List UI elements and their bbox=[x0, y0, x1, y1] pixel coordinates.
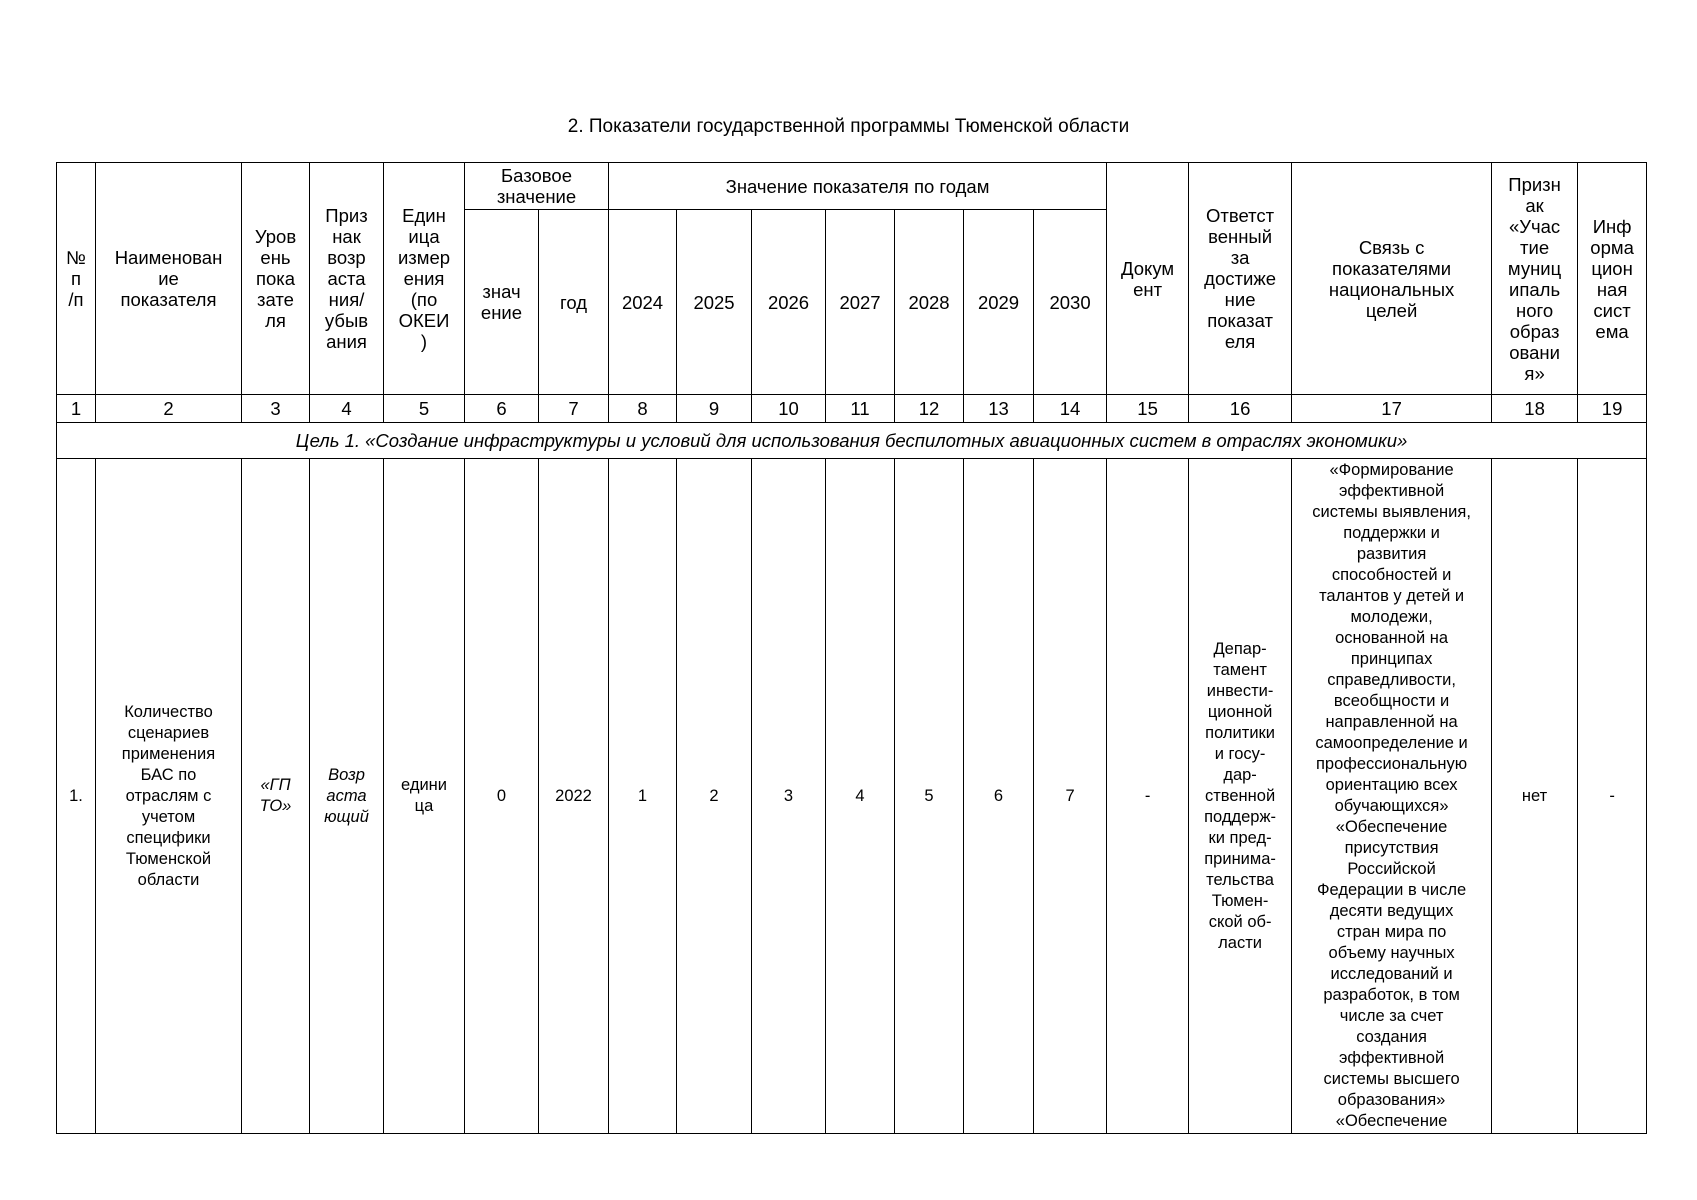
table-row bbox=[57, 459, 1647, 1134]
header-num: № п /п bbox=[57, 163, 96, 395]
header-muni: Призн ак «Учас тие муниц ипаль ного образ овани я» bbox=[1492, 163, 1578, 395]
column-number: 14 bbox=[1034, 395, 1107, 423]
row-national-goals-link: «Формирование эффективной системы выявления, поддержки и развития способностей и талантов у детей и молодежи, основанной на принципах справедливости, всеобщности и направленной на самоопределение и профессиональную ориентацию всех обучающихся» «Обеспечение присутствия Российской Федерации в числе десяти ведущих стран мира по объему научных исследований и разработок, в том числе за счет создания эффективной системы высшего образования» «Обеспечение bbox=[1292, 459, 1492, 1134]
column-number: 3 bbox=[242, 395, 310, 423]
header-years-title: Значение показателя по годам bbox=[609, 163, 1107, 210]
header-doc: Докум ент bbox=[1107, 163, 1189, 395]
row-num: 1. bbox=[57, 459, 96, 1134]
header-year: 2026 bbox=[752, 210, 826, 395]
column-number: 10 bbox=[752, 395, 826, 423]
row-responsible: Депар- тамент инвести- ционной политики и госу- дар- ственной поддерж- ки пред- принима- тельства Тюмен- ской об- ласти bbox=[1189, 459, 1292, 1134]
row-info-system: - bbox=[1578, 459, 1647, 1134]
header-base: Базовое значение bbox=[465, 163, 609, 210]
column-number: 11 bbox=[826, 395, 895, 423]
column-number: 8 bbox=[609, 395, 677, 423]
row-value: 7 bbox=[1034, 459, 1107, 1134]
header-year: 2024 bbox=[609, 210, 677, 395]
column-number: 2 bbox=[96, 395, 242, 423]
row-value: 3 bbox=[752, 459, 826, 1134]
column-number: 1 bbox=[57, 395, 96, 423]
column-number: 16 bbox=[1189, 395, 1292, 423]
header-base-year: год bbox=[539, 210, 609, 395]
column-number: 19 bbox=[1578, 395, 1647, 423]
header-info: Инф орма цион ная сист ема bbox=[1578, 163, 1647, 395]
header-year: 2029 bbox=[964, 210, 1034, 395]
header-row-top bbox=[57, 163, 1647, 210]
column-number: 18 bbox=[1492, 395, 1578, 423]
row-municipal-participation: нет bbox=[1492, 459, 1578, 1134]
column-number: 6 bbox=[465, 395, 539, 423]
header-trend: Приз нак возр аста ния/ убыв ания bbox=[310, 163, 384, 395]
header-unit: Един ица измер ения (по ОКЕИ ) bbox=[384, 163, 465, 395]
header-year: 2028 bbox=[895, 210, 964, 395]
column-numbers-row bbox=[57, 395, 1647, 423]
row-value: 4 bbox=[826, 459, 895, 1134]
row-trend: Возр аста ющий bbox=[310, 459, 384, 1134]
header-year: 2027 bbox=[826, 210, 895, 395]
row-value: 5 bbox=[895, 459, 964, 1134]
row-base-value: 0 bbox=[465, 459, 539, 1134]
column-number: 12 bbox=[895, 395, 964, 423]
goal-title: Цель 1. «Создание инфраструктуры и условий для использования беспилотных авиационных систем в отраслях экономики» bbox=[57, 423, 1647, 459]
indicators-table bbox=[56, 162, 1647, 1134]
header-base-value: знач ение bbox=[465, 210, 539, 395]
column-number: 9 bbox=[677, 395, 752, 423]
row-doc: - bbox=[1107, 459, 1189, 1134]
header-link: Связь с показателями национальных целей bbox=[1292, 163, 1492, 395]
row-unit: едини ца bbox=[384, 459, 465, 1134]
header-level: Уров ень пока зате ля bbox=[242, 163, 310, 395]
row-value: 6 bbox=[964, 459, 1034, 1134]
row-value: 1 bbox=[609, 459, 677, 1134]
header-name: Наименован ие показателя bbox=[96, 163, 242, 395]
column-number: 7 bbox=[539, 395, 609, 423]
column-number: 4 bbox=[310, 395, 384, 423]
column-number: 13 bbox=[964, 395, 1034, 423]
row-level: «ГП ТО» bbox=[242, 459, 310, 1134]
column-number: 15 bbox=[1107, 395, 1189, 423]
row-base-year: 2022 bbox=[539, 459, 609, 1134]
document-title: 2. Показатели государственной программы Тюменской области bbox=[567, 116, 1130, 137]
header-year: 2030 bbox=[1034, 210, 1107, 395]
column-number: 5 bbox=[384, 395, 465, 423]
column-number: 17 bbox=[1292, 395, 1492, 423]
row-value: 2 bbox=[677, 459, 752, 1134]
goal-row bbox=[57, 423, 1647, 459]
row-name: Количество сценариев применения БАС по отраслям с учетом специфики Тюменской области bbox=[96, 459, 242, 1134]
header-year: 2025 bbox=[677, 210, 752, 395]
header-resp: Ответст венный за достиже ние показат еля bbox=[1189, 163, 1292, 395]
